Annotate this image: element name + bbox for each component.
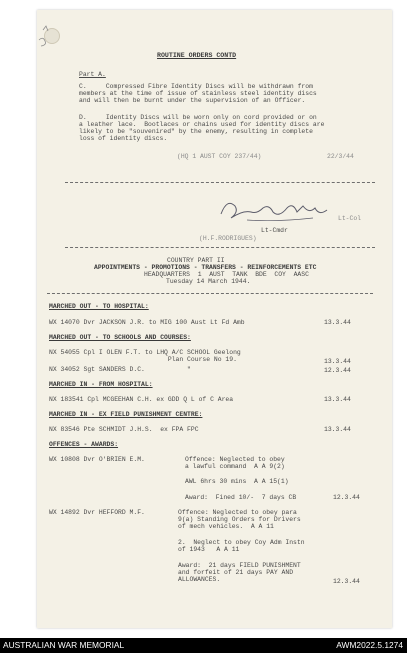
offender-name: WX 14892 Dvr HEFFORD M.F.	[49, 509, 145, 516]
offence-line: a lawful command A A 9(2)	[185, 463, 285, 470]
entry-date: 13.3.44	[324, 319, 351, 326]
offence-line: Offence: Neglected to obey para	[178, 509, 297, 516]
part-label: Part A.	[79, 71, 106, 78]
institution-label: AUSTRALIAN WAR MEMORIAL	[3, 640, 125, 650]
para-d-line-1: D. Identity Discs will be worn only on cord provided or on	[79, 114, 317, 121]
entry-text: NX 83546 Pte SCHMIDT J.H.S. ex FPA FPC	[49, 426, 199, 433]
archive-footer	[0, 638, 407, 653]
part-heading-line-2: APPOINTMENTS - PROMOTIONS - TRANSFERS - REINFORCEMENTS ETC	[94, 264, 317, 271]
part-heading-line-3: HEADQUARTERS 1 AUST TANK BDE COY AASC	[144, 271, 309, 278]
signature-caption: Lt-Col	[338, 215, 362, 222]
offence-line: AWL 6hrs 30 mins A A 15(1)	[185, 478, 289, 485]
divider-top	[65, 182, 375, 183]
offence-line: 9(a) Standing Orders for Drivers	[178, 516, 301, 523]
entry-date: 13.3.44	[324, 358, 351, 365]
offence-line: of 1943 A A 11	[178, 546, 240, 553]
para-d-line-4: loss of identity discs.	[79, 135, 168, 142]
entry-date: 13.3.44	[324, 426, 351, 433]
signature-icon	[217, 192, 347, 232]
offence-line: 2. Neglect to obey Coy Adm Instn	[178, 539, 305, 546]
entry-text: WX 14070 Dvr JACKSON J.R. to MIG 100 Aust Lt Fd Amb	[49, 319, 245, 326]
offence-date: 12.3.44	[333, 578, 360, 585]
para-c-line-1: C. Compressed Fibre Identity Discs will be withdrawn from	[79, 83, 313, 90]
offences-heading: OFFENCES - AWARDS:	[49, 441, 119, 448]
entry-text: NX 34052 Sgt SANDERS D.C. "	[49, 366, 191, 373]
award-line: Award: 21 days FIELD PUNISHMENT	[178, 562, 301, 569]
para-c-line-2: members at the time of issue of stainless steel identity discs	[79, 90, 317, 97]
offence-line: of mech vehicles. A A 11	[178, 523, 274, 530]
signatory-name: (H.F.RODRIGUES)	[199, 235, 257, 242]
document-page	[37, 10, 392, 628]
handwritten-mark-icon	[37, 10, 77, 55]
section-heading: MARCHED OUT - TO HOSPITAL:	[49, 303, 149, 310]
entry-text: Plan Course No 19.	[49, 356, 237, 363]
divider-lower	[47, 293, 373, 294]
entry-text: NX 183541 Cpl MCGEEHAN C.H. ex GDD Q L of C Area	[49, 396, 234, 403]
entry-date: 12.3.44	[324, 367, 351, 374]
divider-middle	[65, 247, 375, 248]
entry-date: 13.3.44	[324, 396, 351, 403]
part-heading-line-1: COUNTRY PART II	[167, 257, 225, 264]
para-c-line-3: and will then be burnt under the supervision of an Officer.	[79, 97, 306, 104]
para-d-line-3: likely to be "souvenired" by the enemy, resulting in complete	[79, 128, 313, 135]
archive-reference: AWM2022.5.1274	[336, 640, 403, 650]
award-line: ALLOWANCES.	[178, 576, 221, 583]
part-heading-line-4: Tuesday 14 March 1944.	[166, 278, 251, 285]
section-heading: MARCHED IN - EX FIELD PUNISHMENT CENTRE:	[49, 411, 203, 418]
section-heading: MARCHED IN - FROM HOSPITAL:	[49, 381, 153, 388]
offender-name: WX 10808 Dvr O'BRIEN E.M.	[49, 456, 145, 463]
signatory-title: Lt-Cmdr	[261, 227, 288, 234]
reference-date: 22/3/44	[327, 153, 354, 160]
section-heading: MARCHED OUT - TO SCHOOLS AND COURSES:	[49, 334, 191, 341]
document-title: ROUTINE ORDERS CONTD	[157, 52, 237, 59]
para-d-line-2: a leather lace. Bootlaces or chains used for identity discs are	[79, 121, 325, 128]
authority-reference: (HQ 1 AUST COY 237/44)	[177, 153, 262, 160]
offence-line: Offence: Neglected to obey	[185, 456, 285, 463]
award-line: and forfeit of 21 days PAY AND	[178, 569, 294, 576]
offence-date: 12.3.44	[333, 494, 360, 501]
entry-text: NX 54055 Cpl I OLEN F.T. to LHQ A/C SCHOOL Geelong	[49, 349, 241, 356]
award-line: Award: Fined 10/- 7 days CB	[185, 494, 297, 501]
